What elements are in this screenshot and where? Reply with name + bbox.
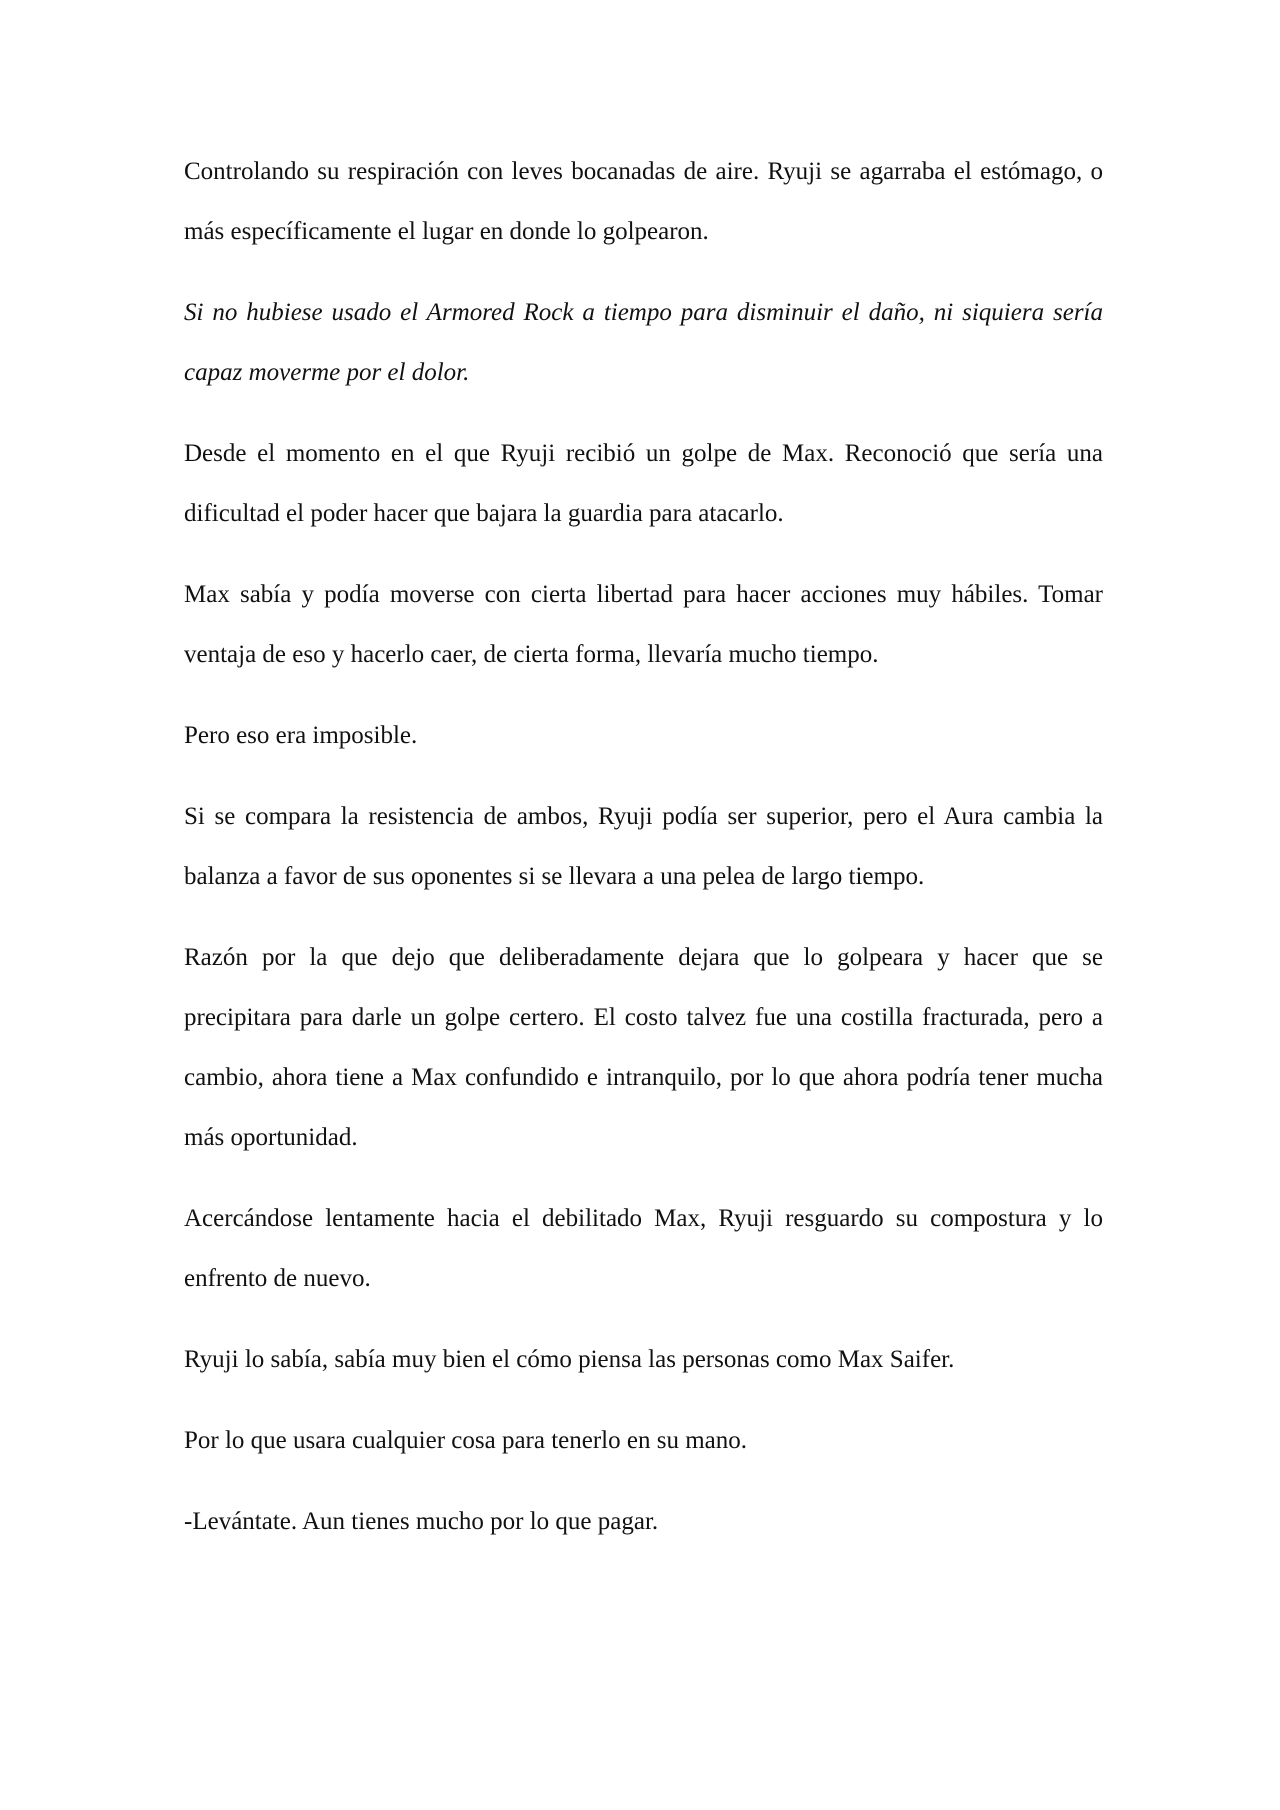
paragraph-4: Max sabía y podía moverse con cierta libertad para hacer acciones muy hábiles. Tomar ventaja de eso y hacerlo caer, de cierta forma, llevaría mucho tiempo.	[184, 581, 1103, 668]
paragraph-6: Si se compara la resistencia de ambos, Ryuji podía ser superior, pero el Aura cambia la balanza a favor de sus oponentes si se llevara a una pelea de largo tiempo.	[184, 803, 1103, 890]
paragraph-5: Pero eso era imposible.	[184, 722, 418, 749]
paragraph-9: Ryuji lo sabía, sabía muy bien el cómo piensa las personas como Max Saifer.	[184, 1346, 955, 1373]
paragraph-11-dialogue: -Levántate. Aun tienes mucho por lo que pagar.	[184, 1508, 659, 1535]
paragraph-3: Desde el momento en el que Ryuji recibió un golpe de Max. Reconoció que sería una dificultad el poder hacer que bajara la guardia para atacarlo.	[184, 440, 1103, 527]
paragraph-10: Por lo que usara cualquier cosa para tenerlo en su mano.	[184, 1427, 747, 1454]
paragraph-2-thought: Si no hubiese usado el Armored Rock a tiempo para disminuir el daño, ni siquiera sería capaz moverme por el dolor.	[184, 299, 1103, 386]
document-body	[184, 142, 1103, 1573]
paragraph-1: Controlando su respiración con leves bocanadas de aire. Ryuji se agarraba el estómago, o más específicamente el lugar en donde lo golpearon.	[184, 158, 1103, 245]
paragraph-7: Razón por la que dejo que deliberadamente dejara que lo golpeara y hacer que se precipitara para darle un golpe certero. El costo talvez fue una costilla fracturada, pero a cambio, ahora tiene a Max confundido e intranquilo, por lo que ahora podría tener mucha más oportunidad.	[184, 944, 1103, 1151]
paragraph-8: Acercándose lentamente hacia el debilitado Max, Ryuji resguardo su compostura y lo enfrento de nuevo.	[184, 1205, 1103, 1292]
